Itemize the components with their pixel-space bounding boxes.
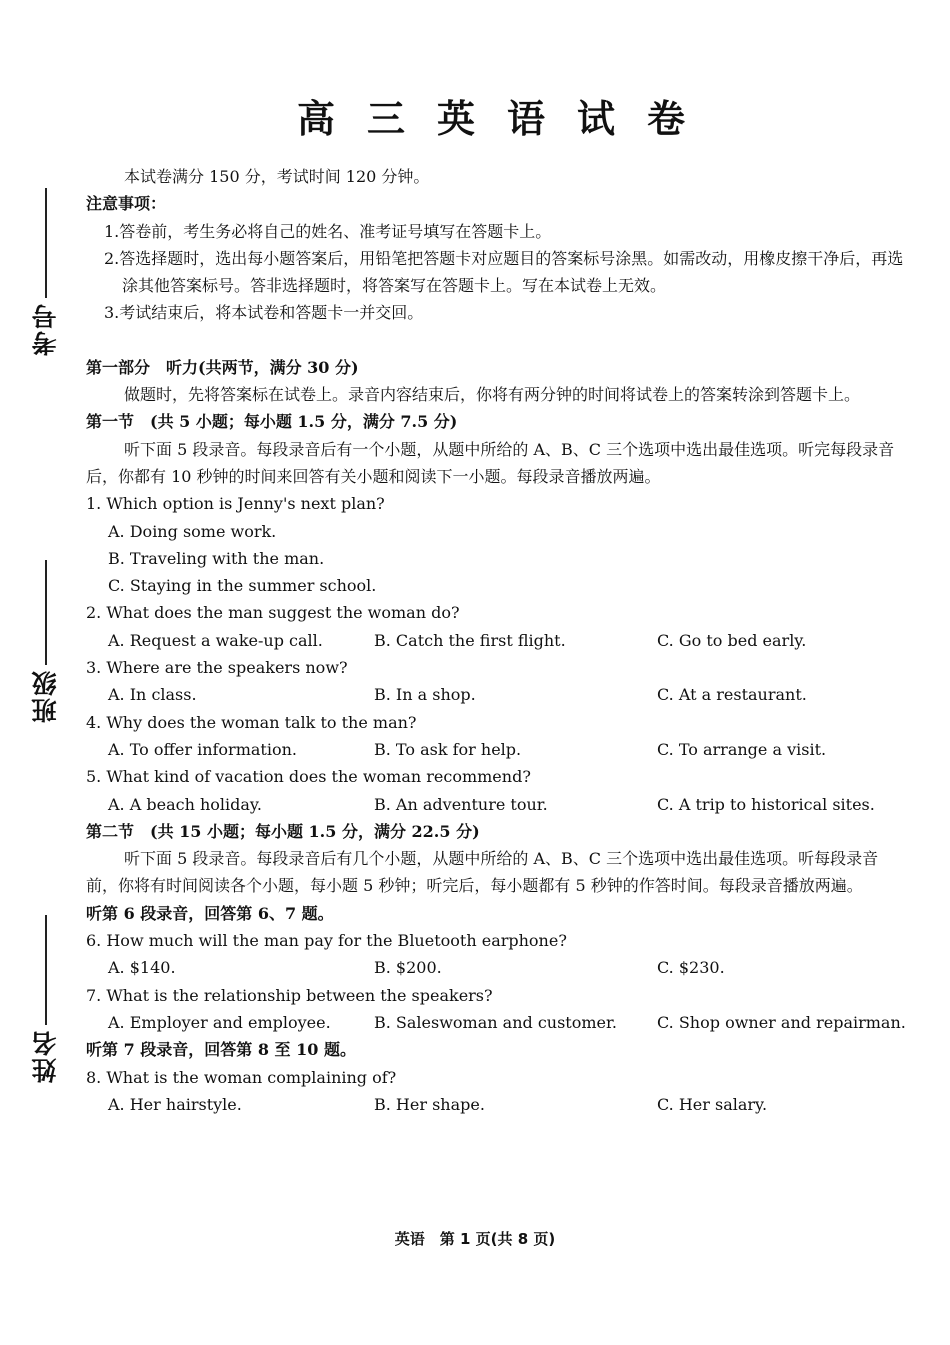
class-line [45, 560, 47, 665]
part1-instruction: 做题时，先将答案标在试卷上。录音内容结束后，你将有两分钟的时间将试卷上的答案转涂到答题卡上。 [124, 385, 861, 405]
q1-option-c: C. Staying in the summer school. [108, 576, 377, 596]
notes-heading: 注意事项： [86, 194, 167, 214]
q7-options [86, 1009, 906, 1036]
q3-option-b: B. In a shop. [374, 685, 476, 705]
note-item: 3.考试结束后，将本试卷和答题卡一并交回。 [104, 303, 424, 323]
q6-option-b: B. $200. [374, 958, 442, 978]
part1-heading: 第一部分 听力(共两节，满分 30 分) [86, 357, 359, 377]
q8-option-c: C. Her salary. [657, 1094, 768, 1114]
q3-option-a: A. In class. [108, 685, 197, 705]
q7-option-a: A. Employer and employee. [108, 1012, 331, 1032]
class-label: 班级 [31, 669, 60, 723]
question-1: 1. Which option is Jenny's next plan? [86, 494, 385, 514]
question-7: 7. What is the relationship between the speakers? [86, 985, 493, 1005]
section2-instruction: 听下面 5 段录音。每段录音后有几个小题，从题中所给的 A、B、C 三个选项中选出最佳选项。听每段录音前，你将有时间阅读各个小题，每小题 5 秒钟；听完后，每小题都有 5 秒钟的作答时间。每段录音播放两遍。 [86, 849, 879, 896]
q4-options [86, 736, 906, 763]
spacer [86, 327, 906, 354]
q6-option-c: C. $230. [657, 958, 725, 978]
exam-number-label: 考号 [31, 302, 60, 356]
q8-option-a: A. Her hairstyle. [108, 1094, 242, 1114]
question-2: 2. What does the man suggest the woman do? [86, 603, 460, 623]
class-field [28, 560, 64, 723]
recording-6-instruction: 听第 6 段录音，回答第 6、7 题。 [86, 903, 334, 923]
question-8: 8. What is the woman complaining of? [86, 1067, 397, 1087]
exam-number-line [45, 188, 47, 298]
q7-option-b: B. Saleswoman and customer. [374, 1012, 617, 1032]
q5-option-c: C. A trip to historical sites. [657, 794, 875, 814]
q3-option-c: C. At a restaurant. [657, 685, 807, 705]
q8-option-b: B. Her shape. [374, 1094, 485, 1114]
q6-options [86, 954, 906, 981]
q2-options [86, 627, 906, 654]
question-5: 5. What kind of vacation does the woman recommend? [86, 767, 531, 787]
section2-heading: 第二节 (共 15 小题；每小题 1.5 分，满分 22.5 分) [86, 821, 480, 841]
note-item: 1.答卷前，考生务必将自己的姓名、准考证号填写在答题卡上。 [104, 221, 552, 241]
question-3: 3. Where are the speakers now? [86, 658, 348, 678]
page-title: 高三英语试卷 [296, 97, 717, 141]
q8-options [86, 1091, 906, 1118]
q1-option-a: A. Doing some work. [108, 521, 277, 541]
exam-content [86, 163, 906, 1118]
exam-number-field [28, 188, 64, 356]
q4-option-a: A. To offer information. [108, 739, 297, 759]
question-6: 6. How much will the man pay for the Bluetooth earphone? [86, 931, 567, 951]
q2-option-a: A. Request a wake-up call. [108, 630, 323, 650]
q5-option-a: A. A beach holiday. [108, 794, 262, 814]
section1-heading: 第一节 (共 5 小题；每小题 1.5 分，满分 7.5 分) [86, 412, 458, 432]
name-label: 姓名 [31, 1029, 60, 1083]
q4-option-c: C. To arrange a visit. [657, 739, 827, 759]
q6-option-a: A. $140. [108, 958, 176, 978]
q7-option-c: C. Shop owner and repairman. [657, 1012, 906, 1032]
q2-option-c: C. Go to bed early. [657, 630, 807, 650]
note-item: 2.答选择题时，选出每小题答案后，用铅笔把答题卡对应题目的答案标号涂黑。如需改动，用橡皮擦干净后，再选涂其他答案标号。答非选择题时，将答案写在答题卡上。写在本试卷上无效。 [104, 248, 904, 296]
q5-option-b: B. An adventure tour. [374, 794, 548, 814]
name-field [28, 915, 64, 1083]
q2-option-b: B. Catch the first flight. [374, 630, 566, 650]
q3-options [86, 681, 906, 708]
question-4: 4. Why does the woman talk to the man? [86, 712, 417, 732]
page-footer: 英语 第 1 页(共 8 页) [394, 1230, 556, 1248]
q1-option-b: B. Traveling with the man. [108, 548, 325, 568]
section1-instruction: 听下面 5 段录音。每段录音后有一个小题，从题中所给的 A、B、C 三个选项中选出最佳选项。听完每段录音后，你都有 10 秒钟的时间来回答有关小题和阅读下一小题。每段录音播放两遍。 [86, 439, 895, 486]
q5-options [86, 791, 906, 818]
q4-option-b: B. To ask for help. [374, 739, 522, 759]
name-line [45, 915, 47, 1025]
recording-7-instruction: 听第 7 段录音，回答第 8 至 10 题。 [86, 1040, 356, 1060]
intro-text: 本试卷满分 150 分，考试时间 120 分钟。 [124, 167, 430, 186]
